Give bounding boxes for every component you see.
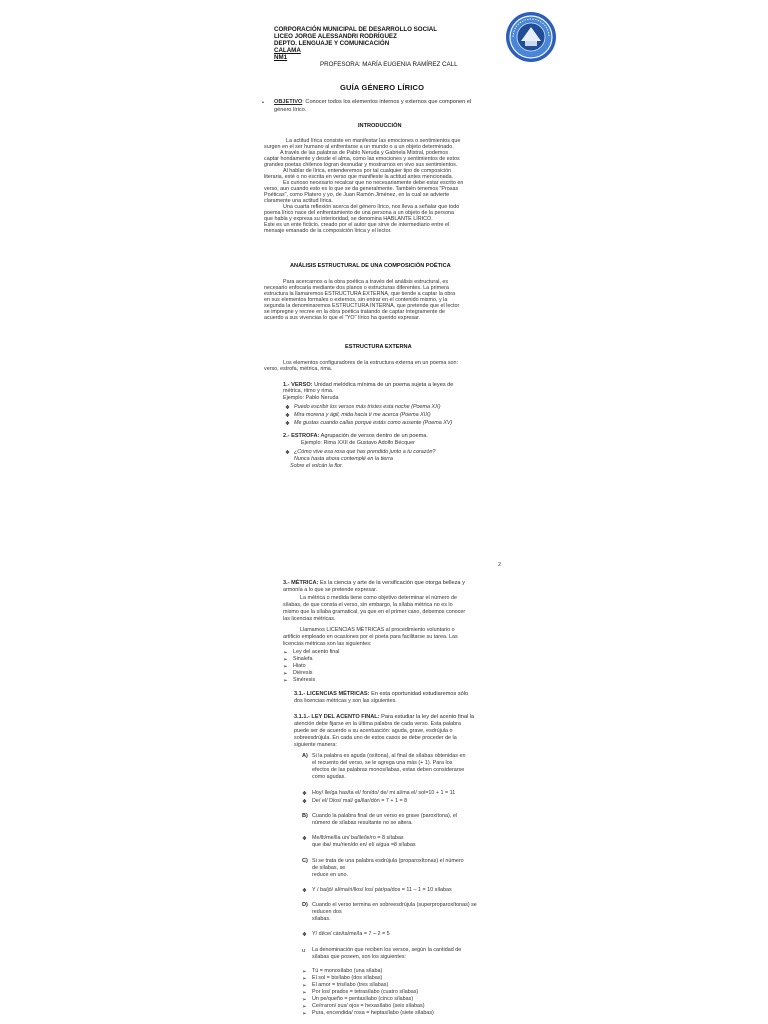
metrica-line: Llamamos LICENCIAS MÉTRICAS al procedimiento voluntario o (300, 627, 455, 633)
school-logo (505, 11, 557, 63)
sub311-text-1: Para estudiar la ley del acento final la (379, 714, 475, 720)
arrow-bullet-icon: ➢ (302, 1004, 307, 1010)
estrofa-item: Nunca hasta ahora contemplé en la tierra (294, 456, 393, 462)
case-a-line: Si la palabra es aguda (oxítona), al final de sílabas obtenidas en (312, 753, 466, 759)
case-a-example: Hoy/ lle/ga has/ta el/ fon/do/ de/ mi al/ma el/ sol=10 + 1 = 11 (312, 790, 456, 796)
diamond-bullet-icon: ❖ (302, 932, 307, 938)
verso-item: Me gustas cuando callas porque estás como ausente (Poema XV) (294, 420, 453, 426)
case-c-example: Y / ba/jó/ al/ma/ri/llos/ los/ pár/pa/dos = 11 – 1 = 10 sílabas (312, 887, 452, 893)
bullet-icon: u (302, 948, 305, 954)
analysis-heading: ANÁLISIS ESTRUCTURAL DE UNA COMPOSICIÓN POÉTICA (290, 263, 451, 269)
intro-line: La actitud lírica consiste en manifestar las emociones o sentimientos que (286, 138, 461, 144)
sub311-label: 3.1.1.- LEY DEL ACENTO FINAL: (294, 714, 380, 720)
licencia-item: Hiato (293, 663, 306, 669)
intro-line: Al hablar de lírica, entenderemos por tal cualquier tipo de composición (283, 168, 452, 174)
verso-text-1: Unidad melódica mínima de un poema sujeta a leyes de (312, 382, 454, 388)
arrow-bullet-icon: ➢ (302, 976, 307, 982)
verse-type-item: El amor = trisílabo (tres sílabas) (312, 982, 389, 988)
case-a-line: como agudas. (312, 774, 346, 780)
analysis-line: se impregne y recree en la obra poética tratando de captar íntegramente de (264, 309, 445, 315)
arrow-bullet-icon: ➢ (283, 650, 288, 656)
page-title: GUÍA GÉNERO LÍRICO (340, 83, 425, 92)
intro-line: que habla y expresa su interioridad, se denomina HABLANTE LÍRICO. (264, 216, 433, 222)
arrow-bullet-icon: ➢ (302, 969, 307, 975)
sub311-line: puede ser de acuerdo a su acentuación: aguda, grave, esdrújula o (294, 728, 453, 734)
tail-line: La denominación que reciben los versos, según la cantidad de (312, 947, 462, 953)
case-d-label: D) (302, 902, 308, 908)
arrow-bullet-icon: ➢ (283, 664, 288, 670)
arrow-bullet-icon: ➢ (283, 657, 288, 663)
diamond-bullet-icon: ❖ (302, 888, 307, 894)
arrow-bullet-icon: ➢ (302, 1011, 307, 1017)
case-d-example: Y/ di/ce/ cán/ta/me/la = 7 – 2 = 5 (312, 931, 390, 937)
metrica-text-1: Es la ciencia y arte de la versificación que otorga belleza y (318, 580, 465, 586)
intro-line: Este es un ente ficticio, creado por el autor que sirve de intermediario entre el (264, 222, 450, 228)
estrofa-item: Sobre el volcán la flor. (290, 463, 344, 469)
intro-line: A través de las palabras de Pablo Neruda y Gabriela Mistral, podemos (280, 150, 449, 156)
case-a-example: De/ el/ Dios/ mal/ ga/llar/dón = 7 + 1 = 8 (312, 798, 408, 804)
case-b-example: Me/lli/me/lla un/ ba/lle/le/ro = 8 sílabas (312, 835, 404, 841)
diamond-bullet-icon: ❖ (302, 836, 307, 842)
verso-item: Mira morena y ágil, mida hacia ti me acerca (Poema XIX) (294, 412, 431, 418)
verso-label: 1.- VERSO: (283, 382, 313, 388)
objective-text-2: género lírico. (274, 107, 307, 113)
sub311-line: siguiente manera: (294, 742, 337, 748)
sub31-text-1: En esta oportunidad estudiaremos sólo (369, 691, 469, 697)
arrow-bullet-icon: ➢ (283, 678, 288, 684)
intro-line: captar hondamente y desde el alma, como las emociones y sentimientos de estos (264, 156, 460, 162)
case-c-line: Si se trata de una palabra esdrújula (proparoxítonas) el número (312, 858, 464, 864)
verse-type-item: Pura, encendida/ rosa = heptasílabo (siete sílabas) (312, 1010, 434, 1016)
intro-line: surgen en el ser humano al enfrentarse a un mundo o a un objeto determinado. (264, 144, 454, 150)
intro-line: grandes poetas chilenos logran desnudar y mostrarnos en vivo sus sentimientos. (264, 162, 458, 168)
analysis-line: segunda la denominaremos ESTRUCTURA INTERNA, que pretende que el lector (264, 303, 460, 309)
diamond-bullet-icon: ❖ (285, 413, 290, 419)
verso-example: Ejemplo: Pablo Neruda (283, 395, 339, 401)
intro-line: Poéticas", como Platero y yo, de Juan Ramón Jiménez, en la cual se advierte (264, 192, 450, 198)
sub31-text-2: dos licencias métricas y son las siguientes. (294, 698, 397, 704)
external-heading: ESTRUCTURA EXTERNA (345, 344, 412, 350)
teacher-name: PROFESORA: MARÍA EUGENIA RAMÍREZ CALL (320, 61, 458, 68)
verse-type-item: Ce/rraron/ sus/ ojos = hexasílabo (seis sílabas) (312, 1003, 425, 1009)
estrofa-example: Ejemplo: Rima XXII de Gustavo Adolfo Bécquer (301, 440, 415, 446)
header-line-1: CORPORACIÓN MUNICIPAL DE DESARROLLO SOCIAL (274, 26, 438, 33)
case-d-line: sílabas. (312, 916, 331, 922)
licencia-item: Ley del acento final (293, 649, 340, 655)
verse-type-item: Tú = monosílabo (una sílaba) (312, 968, 383, 974)
metrica-line: mismo que la sílaba gramatical, ya que en el primer caso, debemos conocer (283, 609, 466, 615)
header-line-2: LICEO JORGE ALESSANDRI RODRÍGUEZ (274, 33, 397, 40)
diamond-bullet-icon: ❖ (302, 799, 307, 805)
objective-text-1: : Conocer todos los elementos internos y externos que componen el (302, 99, 472, 105)
case-a-line: el recuento del verso, se le agrega una más (+ 1). Para los (312, 760, 453, 766)
verse-type-item: El sol = bisílabo (dos sílabas) (312, 975, 383, 981)
metrica-label: 3.- MÉTRICA: (283, 580, 319, 586)
analysis-line: estructura la llamaremos ESTRUCTURA EXTERNA, que tiende a captar la obra (264, 291, 456, 297)
intro-line: literaria, esté o no escrita en verso que manifieste la actitud antes mencionada. (264, 174, 454, 180)
tail-line: sílabas que poseen, son los siguientes: (312, 954, 407, 960)
bullet-icon: • (262, 100, 264, 106)
analysis-line: acuerdo a sus vivencias lo que el "YO" lírico ha querido expresar. (264, 315, 421, 321)
case-b-line: número de sílabas resultante no se altera. (312, 820, 413, 826)
intro-heading: INTRODUCCIÓN (358, 123, 402, 129)
metrica-line: sílabas, de que consta el verso, sin embargo, la sílaba métrica no es lo (283, 602, 453, 608)
diamond-bullet-icon: ❖ (302, 791, 307, 797)
licencia-item: Diéresis (293, 670, 313, 676)
case-c-line: reduce en uno. (312, 872, 348, 878)
case-b-example: que iba/ mu/rien/do en/ el/ a/gua =8 sílabas (312, 842, 416, 848)
metrica-line: La métrica o medida tiene como objetivo determinar el número de (300, 595, 458, 601)
verso-text-2: métrica, ritmo y rima. (283, 388, 334, 394)
page-number: 2 (498, 562, 501, 568)
arrow-bullet-icon: ➢ (302, 983, 307, 989)
metrica-text-2: armonía a lo que se pretende expresar. (283, 587, 378, 593)
case-c-line: de sílabas, se (312, 865, 346, 871)
licencia-item: Sinéresis (293, 677, 316, 683)
intro-line: Es curioso necesario recalcar que no necesariamente debe estar escrito en (283, 180, 464, 186)
verse-type-item: Por los/ prados = tetrasílabo (cuatro sílabas) (312, 989, 419, 995)
intro-line: mensaje emanado de la composición lírica y el lector. (264, 228, 392, 234)
arrow-bullet-icon: ➢ (302, 997, 307, 1003)
sub31-label: 3.1.- LICENCIAS MÉTRICAS: (294, 691, 370, 697)
case-c-label: C) (302, 858, 308, 864)
header-line-4: CALAMA (274, 47, 301, 54)
intro-line: Una cuarta reflexión acerca del género lírico, nos lleva a señalar que todo (283, 204, 460, 210)
arrow-bullet-icon: ➢ (283, 671, 288, 677)
arrow-bullet-icon: ➢ (302, 990, 307, 996)
metrica-line: artificio empleado en ocasiones por el poeta para facilitarse su tarea. Las (283, 634, 458, 640)
objective-label: OBJETIVO (274, 99, 303, 105)
estrofa-item: ¿Cómo vive esa rosa que has prendido junto a tu corazón? (294, 449, 436, 455)
case-d-line: Cuando el verso termina en sobreesdrújula (superproparoxítonas) se (312, 902, 477, 908)
sub311-line: sobreesdrújula. En cada uno de estos casos se debe proceder de la (294, 735, 457, 741)
analysis-line: necesario enfocarla mediante dos planos o estructuras diferentes. La primera (264, 285, 449, 291)
intro-line: verso, aun cuando esto es lo que se da generalmente. También tenemos "Prosas (264, 186, 459, 192)
diamond-bullet-icon: ❖ (285, 421, 290, 427)
metrica-line: las licencias métricas. (283, 616, 336, 622)
case-a-line: efectos de las palabras monosílabas, estas deben considerarse (312, 767, 465, 773)
sub311-line: atención debe fijarse en la última palabra de cada verso. Esta palabra (294, 721, 461, 727)
header-line-5: NM1 (274, 54, 288, 61)
case-d-line: reducen dos (312, 909, 342, 915)
metrica-line: licencias métricas son las siguientes: (283, 641, 372, 647)
case-a-label: A) (302, 753, 308, 759)
external-intro-2: verso, estrofa, métrica, rima. (264, 366, 333, 372)
verso-item: Puedo escribir los versos más tristes esta noche (Poema XX) (294, 404, 441, 410)
intro-line: poema lírico nace del enfrentamiento de una persona a un objeto de la persona (264, 210, 455, 216)
external-intro-1: Los elementos configuradores de la estructura externa en un poema son: (283, 360, 459, 366)
estrofa-label: 2.- ESTROFA: (283, 433, 320, 439)
intro-line: claramente una actitud lírica. (264, 198, 333, 204)
diamond-bullet-icon: ❖ (285, 405, 290, 411)
licencia-item: Sinalefa (293, 656, 313, 662)
header-line-3: DEPTO. LENGUAJE Y COMUNICACIÓN (274, 40, 390, 47)
estrofa-text: Agrupación de versos dentro de un poema. (319, 433, 428, 439)
analysis-line: en sus elementos formales o externos, sin entrar en el contenido mismo, y la (264, 297, 448, 303)
case-b-line: Cuando la palabra final de un verso es grave (paroxítona), el (312, 813, 458, 819)
case-b-label: B) (302, 813, 308, 819)
diamond-bullet-icon: ❖ (285, 450, 290, 456)
verse-type-item: Un pe/queño = pentasílabo (cinco sílabas) (312, 996, 414, 1002)
analysis-line: Para acercarnos a la obra poética a través del análisis estructural, es (283, 279, 449, 285)
